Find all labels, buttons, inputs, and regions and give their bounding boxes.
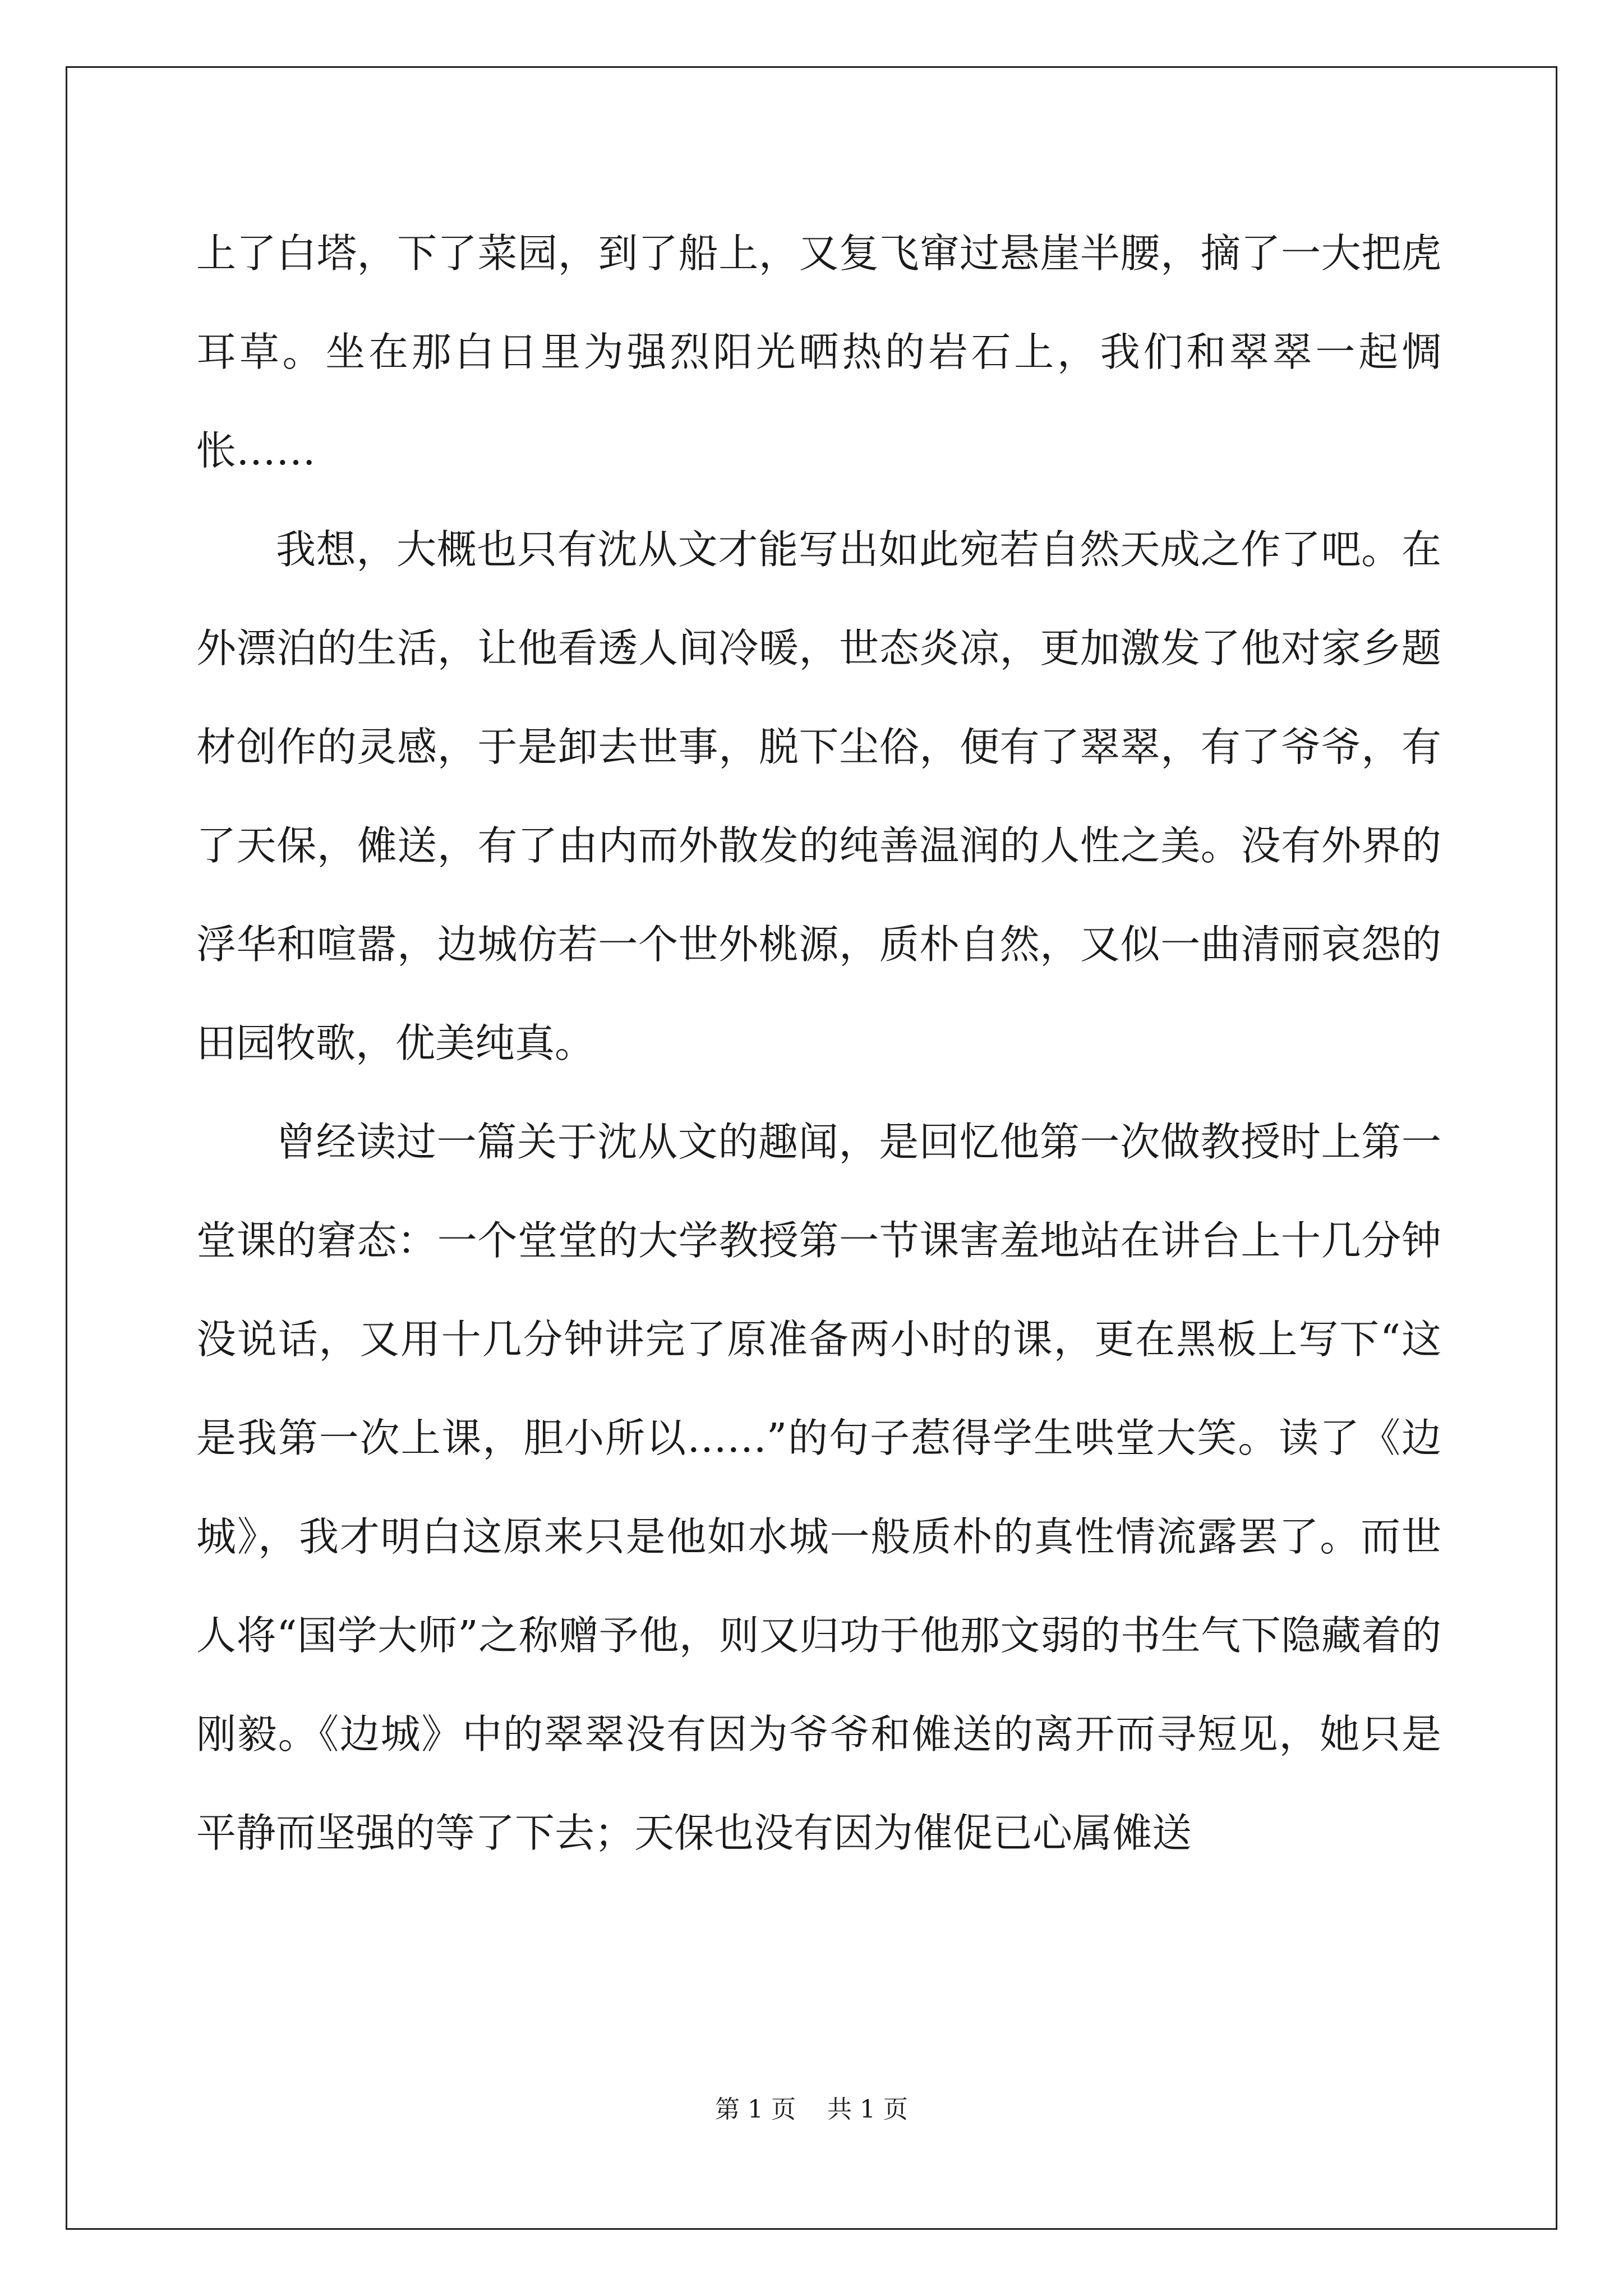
paragraph-1: 上了白塔，下了菜园，到了船上，又复飞窜过悬崖半腰，摘了一大把虎耳草。坐在那白日里为强烈阳光晒热的岩石上，我们和翠翠一起惆怅…… xyxy=(196,230,1441,474)
document-body xyxy=(196,204,1441,1883)
page-footer: 第 1 页 共 1 页 xyxy=(715,2095,908,2124)
paragraph-3: 曾经读过一篇关于沈从文的趣闻，是回忆他第一次做教授时上第一堂课的窘态：一个堂堂的大学教授第一节课害羞地站在讲台上十几分钟没说话，又用十几分钟讲完了原准备两小时的课，更在黑板上写下“这是我第一次上课，胆小所以……”的句子惹得学生哄堂大笑。读了《边城》，我才明白这原来只是他如水城一般质朴的真性情流露罢了。而世人将“国学大师”之称赠予他，则又归功于他那文弱的书生气下隐藏着的刚毅。《边城》中的翠翠没有因为爷爷和傩送的离开而寻短见，她只是平静而坚强的等了下去；天保也没有因为催促已心属傩送 xyxy=(196,1119,1441,1856)
paragraph-2: 我想，大概也只有沈从文才能写出如此宛若自然天成之作了吧。在外漂泊的生活，让他看透人间冷暖，世态炎凉，更加激发了他对家乡题材创作的灵感，于是卸去世事，脱下尘俗，便有了翠翠，有了爷爷，有了天保，傩送，有了由内而外散发的纯善温润的人性之美。没有外界的浮华和喧嚣，边城仿若一个世外桃源，质朴自然，又似一曲清丽哀怨的田园牧歌，优美纯真。 xyxy=(196,526,1441,1066)
